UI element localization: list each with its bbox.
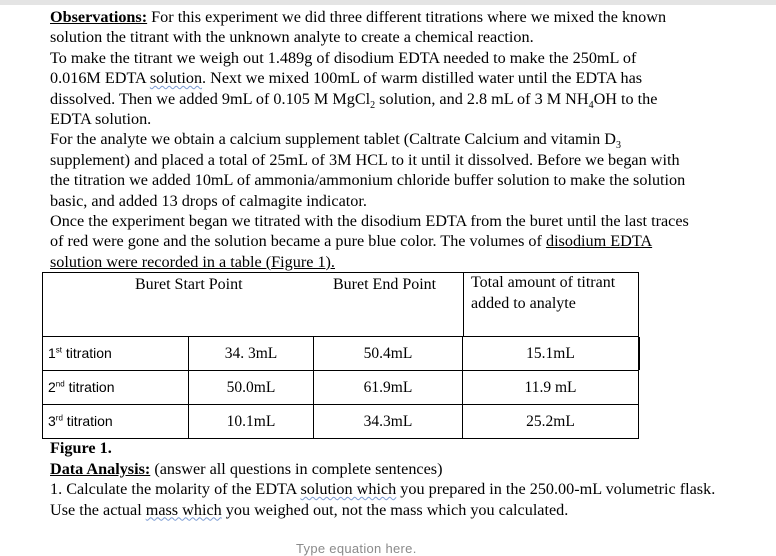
row-label-text: titration [62, 413, 113, 429]
row-label-number: 3 [48, 413, 56, 429]
observations-paragraph-4 [50, 211, 690, 272]
top-edge-bar [0, 0, 776, 5]
analysis-heading-line [50, 459, 730, 480]
header-buret-end: Buret End Point [333, 276, 437, 293]
observations-text-2a: To make the titrant we weigh out 1.489g of disodium EDTA needed to make the 250mL of 0.016M EDTA [50, 48, 637, 88]
question-1 [50, 479, 730, 520]
cell-total: 11.9 mL [462, 371, 639, 404]
spellcheck-phrase-mass-which: mass which [145, 500, 222, 519]
analysis-note: (answer all questions in complete sentences) [150, 459, 443, 478]
question-1-text-a: 1. Calculate the molarity of the EDTA [50, 480, 301, 498]
cell-total: 25.2mL [462, 405, 639, 438]
observations-text-1: For this experiment we did three different titrations where we mixed the known solution the titrant with the unknown analyte to create a chemical reaction. [50, 8, 667, 47]
table-row [42, 405, 639, 439]
observations-paragraph-3 [50, 129, 690, 211]
row-label [42, 371, 193, 404]
header-buret-start: Buret Start Point [135, 276, 243, 293]
cell-end: 34.3mL [313, 405, 462, 438]
row-label-text: titration [64, 379, 115, 395]
cell-end: 50.4mL [313, 337, 462, 370]
titration-table [42, 272, 639, 439]
observations-text-3a: For the analyte we obtain a calcium supplement tablet (Caltrate Calcium and vitamin D [50, 130, 616, 149]
observations-paragraph-2 [50, 48, 690, 130]
row-label [42, 337, 193, 370]
cell-end: 61.9mL [313, 371, 462, 404]
subscript-4: 4 [588, 99, 594, 111]
table-header-row [42, 272, 639, 337]
row-label-number: 2 [48, 379, 56, 395]
observations-paragraph-1 [50, 7, 690, 48]
analysis-section [50, 438, 730, 520]
observations-text-3b: supplement) and placed a total of 25mL of 3M HCL to it until it dissolved. Before we began with the titration we added 10mL of ammonia/ammonium chloride buffer solution to make the solution basic, and added 13 drops of calmagite indicator. [50, 150, 686, 210]
cell-start: 50.0mL [188, 371, 313, 404]
observations-section [50, 7, 690, 272]
subscript-2: 2 [370, 99, 376, 111]
row-label-text: titration [62, 345, 112, 361]
row-label [42, 405, 193, 438]
observations-text-4a: Once the experiment began we titrated with the disodium EDTA from the buret until the last traces of red were gone and the solution became a pure blue color. The volumes of [50, 212, 689, 251]
row-label-ordinal: rd [55, 413, 63, 423]
table-row [42, 371, 639, 405]
equation-placeholder[interactable]: Type equation here. [296, 541, 417, 556]
figure-caption: Figure 1. [50, 439, 112, 457]
cell-total: 15.1mL [462, 337, 640, 370]
cell-start: 10.1mL [188, 405, 313, 438]
spellcheck-phrase-solution-which: solution which [300, 480, 397, 498]
question-1-text-c: you weighed out, not the mass which you calculated. [221, 500, 569, 519]
observations-text-2b: . Next we mixed 100mL of warm distilled water until the EDTA has dissolved. Then we added 9mL of 0.105 M MgCl [50, 69, 643, 108]
question-1-text-b: you prepared in the 250.00-mL volumetric flask. Use the actual [50, 480, 716, 519]
header-total-titrant: Total amount of titrant added to analyte [463, 273, 631, 336]
analysis-heading: Data Analysis: [50, 459, 151, 478]
observations-heading: Observations: [50, 8, 148, 26]
observations-text-4b: disodium EDTA solution were recorded in a table (Figure 1). [50, 232, 653, 271]
row-label-ordinal: st [55, 345, 63, 355]
subscript-3: 3 [615, 140, 621, 152]
cell-start: 34. 3mL [188, 337, 313, 370]
row-label-ordinal: nd [55, 379, 65, 389]
table-body [42, 337, 639, 439]
row-label-number: 1 [48, 345, 56, 361]
observations-text-2d: OH to the EDTA solution. [50, 89, 658, 129]
spellcheck-word-solution: solution [149, 69, 203, 88]
observations-text-2c: solution, and 2.8 mL of 3 M NH [375, 89, 589, 108]
table-row [42, 337, 639, 371]
